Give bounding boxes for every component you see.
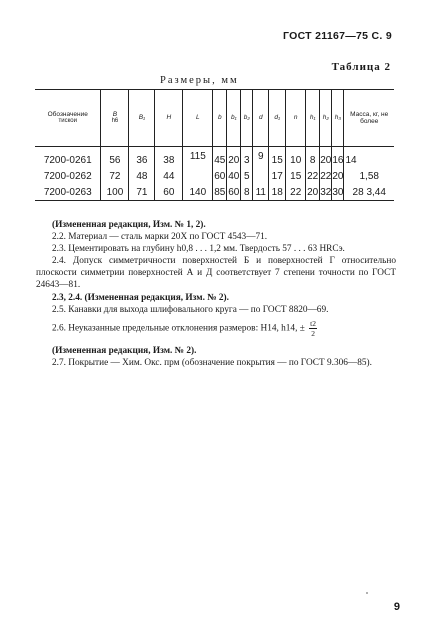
- cell-h1: 8: [306, 147, 320, 169]
- speck-mark: [366, 592, 368, 594]
- table-row: [35, 168, 394, 184]
- table-row: [35, 184, 394, 201]
- cell-b1: 20: [227, 147, 241, 169]
- cell-L: 140: [183, 184, 213, 201]
- cell-d1: 17: [269, 168, 286, 184]
- cell-n: 10: [286, 147, 306, 169]
- col-header-d1: d₁: [269, 90, 286, 147]
- cell-designation: 7200-0261: [43, 154, 92, 166]
- cell-B1: 48: [129, 168, 155, 184]
- cell-H: 44: [155, 168, 183, 184]
- cell-h2: 32: [320, 184, 332, 201]
- cell-mass: 1,58: [344, 168, 394, 184]
- cell-d1: 18: [269, 184, 286, 201]
- cell-H: 38: [155, 147, 183, 169]
- clause-2-6: [52, 319, 396, 338]
- col-header-b1: b₁: [227, 90, 241, 147]
- cell-b: 60: [213, 168, 227, 184]
- cell-h1: 20: [306, 184, 320, 201]
- document-header: ГОСТ 21167—75 С. 9: [282, 30, 392, 42]
- cell-b1: 40: [227, 168, 241, 184]
- cell-d: 11: [253, 184, 269, 201]
- cell-h3: 16: [332, 147, 344, 169]
- col-header-L: L: [183, 90, 213, 147]
- col-header-b2: b₂: [241, 90, 253, 147]
- cell-h2: 22: [320, 168, 332, 184]
- cell-h3: 20: [332, 168, 344, 184]
- col-header-H: H: [155, 90, 183, 147]
- tolerance-fraction: [309, 319, 317, 338]
- col-header-designation: Обозначение тискои: [35, 90, 101, 147]
- clause-2-2: 2.2. Материал — сталь марки 20Х по ГОСТ 4543—71.: [52, 232, 268, 242]
- col-header-h3: h₃: [332, 90, 344, 147]
- col-header-b: b: [213, 90, 227, 147]
- fraction-denominator: 2: [311, 329, 315, 338]
- cell-B: 72: [101, 168, 129, 184]
- cell-H: 60: [155, 184, 183, 201]
- clause-2-7: 2.7. Покрытие — Хим. Окс. прм (обозначение покрытия — по ГОСТ 9.306—85).: [52, 358, 372, 368]
- col-header-d: d: [253, 90, 269, 147]
- cell-h2: 20: [320, 147, 332, 169]
- page-number: 9: [393, 601, 400, 613]
- dimensions-table: [35, 89, 394, 201]
- cell-b: 85: [213, 184, 227, 201]
- cell-designation: 7200-0262: [43, 170, 92, 182]
- cell-b1: 60: [227, 184, 241, 201]
- amendment-note-3: (Измененная редакция, Изм. № 2).: [52, 346, 197, 356]
- cell-b2: 3: [241, 147, 253, 169]
- cell-b2: 8: [241, 184, 253, 201]
- cell-L: 115: [183, 147, 213, 185]
- cell-B1: 71: [129, 184, 155, 201]
- col-header-h2: h₂: [320, 90, 332, 147]
- col-header-B: B h6: [101, 90, 129, 147]
- table-header-row: [35, 90, 394, 147]
- cell-n: 15: [286, 168, 306, 184]
- col-header-n: n: [286, 90, 306, 147]
- clause-2-5: 2.5. Канавки для выхода шлифовального круга — по ГОСТ 8820—69.: [52, 305, 329, 315]
- table-title: Размеры, мм: [160, 75, 239, 86]
- cell-B1: 36: [129, 147, 155, 169]
- col-header-B1: B₁: [129, 90, 155, 147]
- cell-B: 100: [101, 184, 129, 201]
- clause-2-3: 2.3. Цементировать на глубину h0,8 . . . 1,2 мм. Твердость 57 . . . 63 HRCэ.: [52, 244, 345, 254]
- cell-b2: 5: [241, 168, 253, 184]
- cell-d1: 15: [269, 147, 286, 169]
- clause-2-6-text: 2.6. Неуказанные предельные отклонения размеров: H14, h14, ±: [52, 323, 305, 334]
- col-header-mass: Масса, кг, не более: [344, 90, 394, 147]
- cell-mass: 28 3,44: [344, 184, 394, 201]
- amendment-note-1: (Измененная редакция, Изм. № 1, 2).: [52, 220, 206, 230]
- amendment-note-2: 2.3, 2.4. (Измененная редакция, Изм. № 2).: [52, 293, 229, 303]
- col-header-h1: h₁: [306, 90, 320, 147]
- cell-h3: 30: [332, 184, 344, 201]
- cell-extra: 14: [344, 147, 394, 169]
- table-row: [35, 147, 394, 169]
- table-label: Таблица 2: [331, 61, 391, 73]
- cell-d: 9: [253, 147, 269, 185]
- clause-2-4: 2.4. Допуск симметричности поверхностей Б и поверхностей Г относительно плоскости симметрии поверхностей А и Д соответствует 7 степени точности по ГОСТ 24643—81.: [36, 256, 396, 290]
- cell-designation: 7200-0263: [35, 184, 101, 201]
- fraction-numerator: t2: [310, 319, 317, 328]
- cell-B: 56: [101, 147, 129, 169]
- cell-n: 22: [286, 184, 306, 201]
- cell-b: 45: [213, 147, 227, 169]
- cell-h1: 22: [306, 168, 320, 184]
